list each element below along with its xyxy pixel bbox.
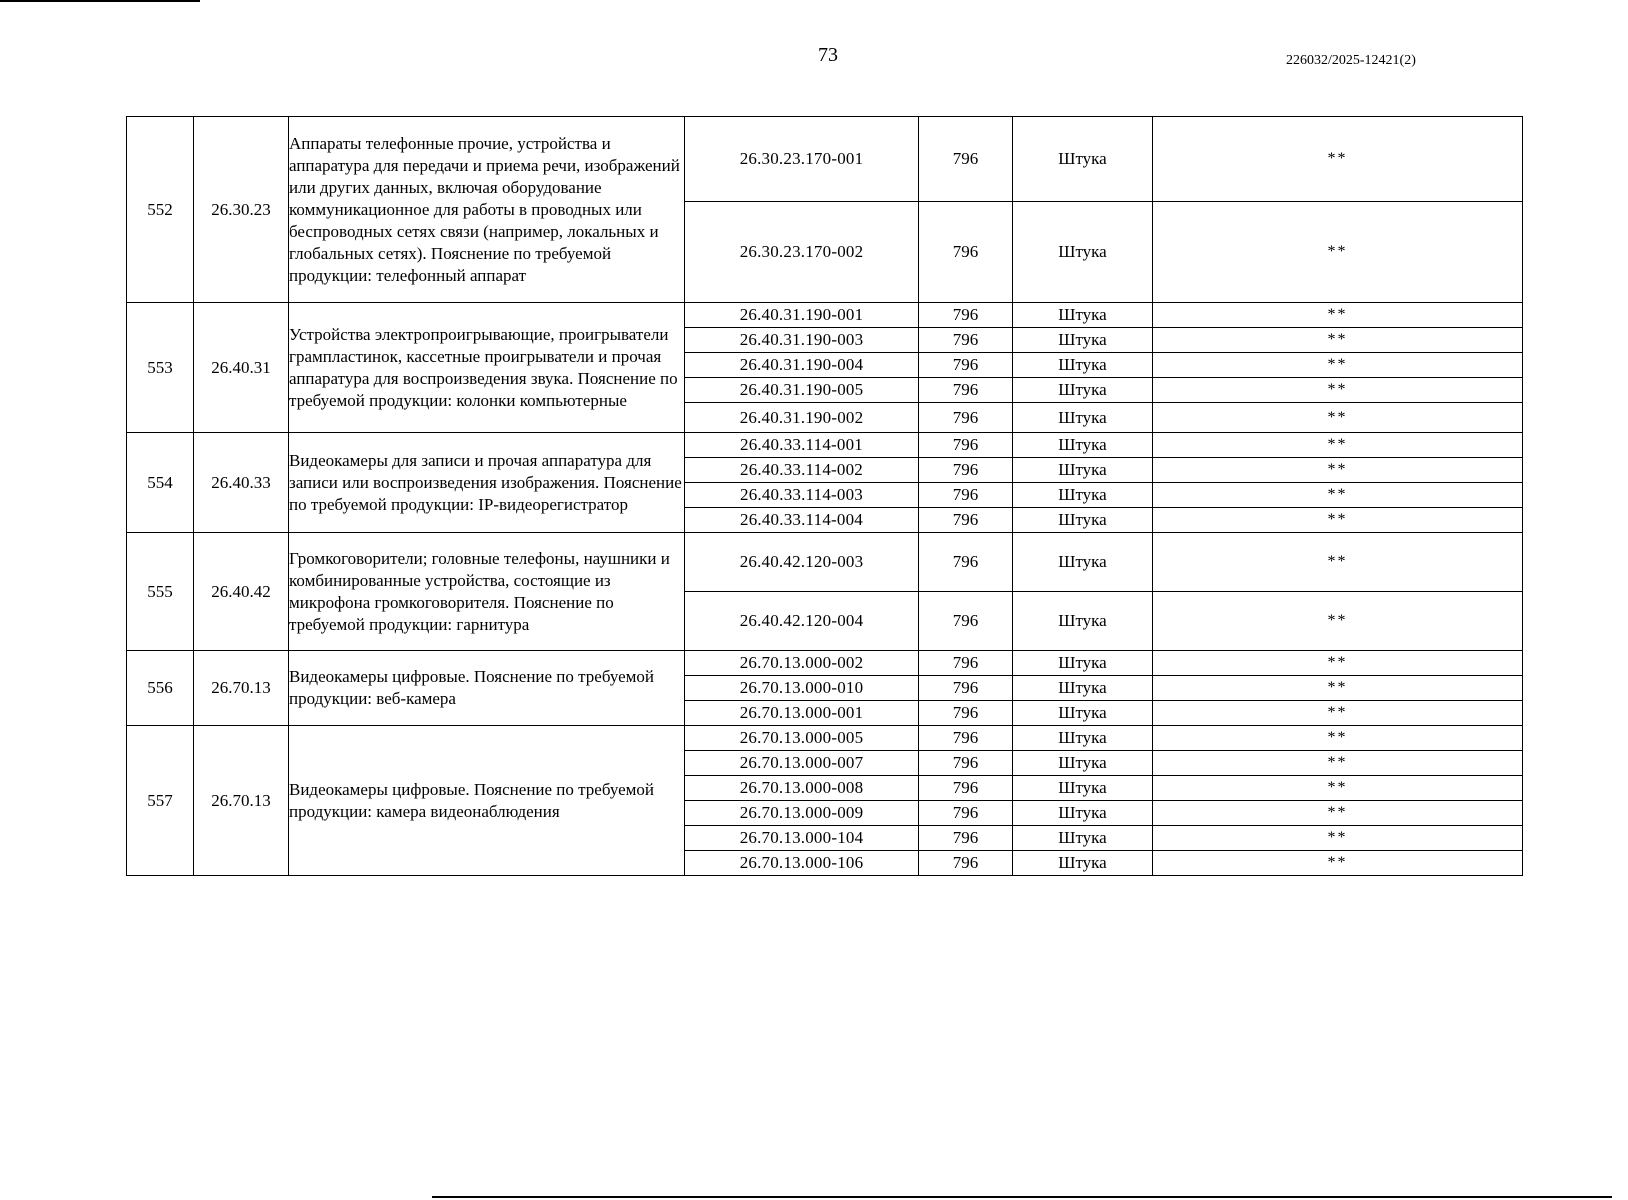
note-mark: ** [1153,378,1523,403]
ktru-code: 26.70.13.000-007 [685,751,919,776]
unit-name: Штука [1013,651,1153,676]
okei-code: 796 [919,826,1013,851]
product-description: Видеокамеры для записи и прочая аппаратура для записи или воспроизведения изображения. Пояснение по требуемой продукции: IP-видеорегистратор [289,433,685,533]
row-number: 552 [127,117,194,303]
note-mark: ** [1153,851,1523,876]
okei-code: 796 [919,776,1013,801]
table-row [127,117,1523,202]
unit-name: Штука [1013,533,1153,592]
unit-name: Штука [1013,701,1153,726]
unit-name: Штука [1013,751,1153,776]
ktru-code: 26.70.13.000-104 [685,826,919,851]
table-row [127,651,1523,676]
note-mark: ** [1153,458,1523,483]
okei-code: 796 [919,117,1013,202]
product-description: Видеокамеры цифровые. Пояснение по требуемой продукции: веб-камера [289,651,685,726]
row-number: 557 [127,726,194,876]
row-number: 554 [127,433,194,533]
unit-name: Штука [1013,826,1153,851]
okei-code: 796 [919,303,1013,328]
okpd-code: 26.40.31 [194,303,289,433]
product-description: Громкоговорители; головные телефоны, наушники и комбинированные устройства, состоящие из микрофона громкоговорителя. Пояснение по требуемой продукции: гарнитура [289,533,685,651]
ktru-code: 26.40.42.120-004 [685,592,919,651]
okpd-code: 26.40.33 [194,433,289,533]
note-mark: ** [1153,826,1523,851]
ktru-code: 26.70.13.000-005 [685,726,919,751]
okpd-code: 26.40.42 [194,533,289,651]
ktru-code: 26.70.13.000-106 [685,851,919,876]
page-number: 73 [818,44,838,66]
product-description: Видеокамеры цифровые. Пояснение по требуемой продукции: камера видеонаблюдения [289,726,685,876]
note-mark: ** [1153,403,1523,433]
products-table [126,116,1523,876]
unit-name: Штука [1013,851,1153,876]
unit-name: Штука [1013,483,1153,508]
okei-code: 796 [919,508,1013,533]
unit-name: Штука [1013,592,1153,651]
okei-code: 796 [919,676,1013,701]
ktru-code: 26.40.31.190-003 [685,328,919,353]
note-mark: ** [1153,483,1523,508]
ktru-code: 26.40.33.114-004 [685,508,919,533]
note-mark: ** [1153,651,1523,676]
okei-code: 796 [919,726,1013,751]
ktru-code: 26.40.42.120-003 [685,533,919,592]
okei-code: 796 [919,801,1013,826]
unit-name: Штука [1013,676,1153,701]
table-body [127,117,1523,876]
table-row [127,433,1523,458]
row-number: 555 [127,533,194,651]
okpd-code: 26.70.13 [194,726,289,876]
row-number: 556 [127,651,194,726]
unit-name: Штука [1013,458,1153,483]
note-mark: ** [1153,776,1523,801]
okei-code: 796 [919,751,1013,776]
okei-code: 796 [919,701,1013,726]
okei-code: 796 [919,851,1013,876]
scan-edge-bottom [432,1196,1612,1198]
unit-name: Штука [1013,328,1153,353]
note-mark: ** [1153,117,1523,202]
okei-code: 796 [919,403,1013,433]
note-mark: ** [1153,592,1523,651]
note-mark: ** [1153,801,1523,826]
ktru-code: 26.40.33.114-002 [685,458,919,483]
okpd-code: 26.70.13 [194,651,289,726]
unit-name: Штука [1013,726,1153,751]
unit-name: Штука [1013,508,1153,533]
ktru-code: 26.40.31.190-004 [685,353,919,378]
note-mark: ** [1153,726,1523,751]
okei-code: 796 [919,592,1013,651]
unit-name: Штука [1013,353,1153,378]
ktru-code: 26.70.13.000-002 [685,651,919,676]
okpd-code: 26.30.23 [194,117,289,303]
note-mark: ** [1153,701,1523,726]
ktru-code: 26.70.13.000-009 [685,801,919,826]
note-mark: ** [1153,533,1523,592]
product-description: Аппараты телефонные прочие, устройства и аппаратура для передачи и приема речи, изображений или других данных, включая оборудование коммуникационное для работы в проводных или беспроводных сетях связи (например, локальных и глобальных сетях). Пояснение по требуемой продукции: телефонный аппарат [289,117,685,303]
ktru-code: 26.30.23.170-001 [685,117,919,202]
scan-edge-top [0,0,200,2]
unit-name: Штука [1013,202,1153,303]
unit-name: Штука [1013,776,1153,801]
ktru-code: 26.40.31.190-005 [685,378,919,403]
okei-code: 796 [919,328,1013,353]
note-mark: ** [1153,202,1523,303]
table-row [127,303,1523,328]
note-mark: ** [1153,353,1523,378]
unit-name: Штука [1013,378,1153,403]
table-row [127,726,1523,751]
ktru-code: 26.70.13.000-001 [685,701,919,726]
ktru-code: 26.40.31.190-001 [685,303,919,328]
note-mark: ** [1153,433,1523,458]
okei-code: 796 [919,651,1013,676]
ktru-code: 26.70.13.000-008 [685,776,919,801]
ktru-code: 26.40.33.114-003 [685,483,919,508]
unit-name: Штука [1013,117,1153,202]
row-number: 553 [127,303,194,433]
okei-code: 796 [919,378,1013,403]
okei-code: 796 [919,433,1013,458]
ktru-code: 26.70.13.000-010 [685,676,919,701]
unit-name: Штука [1013,801,1153,826]
okei-code: 796 [919,353,1013,378]
note-mark: ** [1153,508,1523,533]
ktru-code: 26.30.23.170-002 [685,202,919,303]
ktru-code: 26.40.31.190-002 [685,403,919,433]
product-description: Устройства электропроигрывающие, проигрыватели грампластинок, кассетные проигрыватели и прочая аппаратура для воспроизведения звука. Пояснение по требуемой продукции: колонки компьютерные [289,303,685,433]
unit-name: Штука [1013,433,1153,458]
note-mark: ** [1153,328,1523,353]
unit-name: Штука [1013,403,1153,433]
okei-code: 796 [919,202,1013,303]
note-mark: ** [1153,303,1523,328]
ktru-code: 26.40.33.114-001 [685,433,919,458]
note-mark: ** [1153,676,1523,701]
okei-code: 796 [919,458,1013,483]
okei-code: 796 [919,483,1013,508]
unit-name: Штука [1013,303,1153,328]
note-mark: ** [1153,751,1523,776]
okei-code: 796 [919,533,1013,592]
table-row [127,533,1523,592]
document-id: 226032/2025-12421(2) [1286,53,1416,68]
